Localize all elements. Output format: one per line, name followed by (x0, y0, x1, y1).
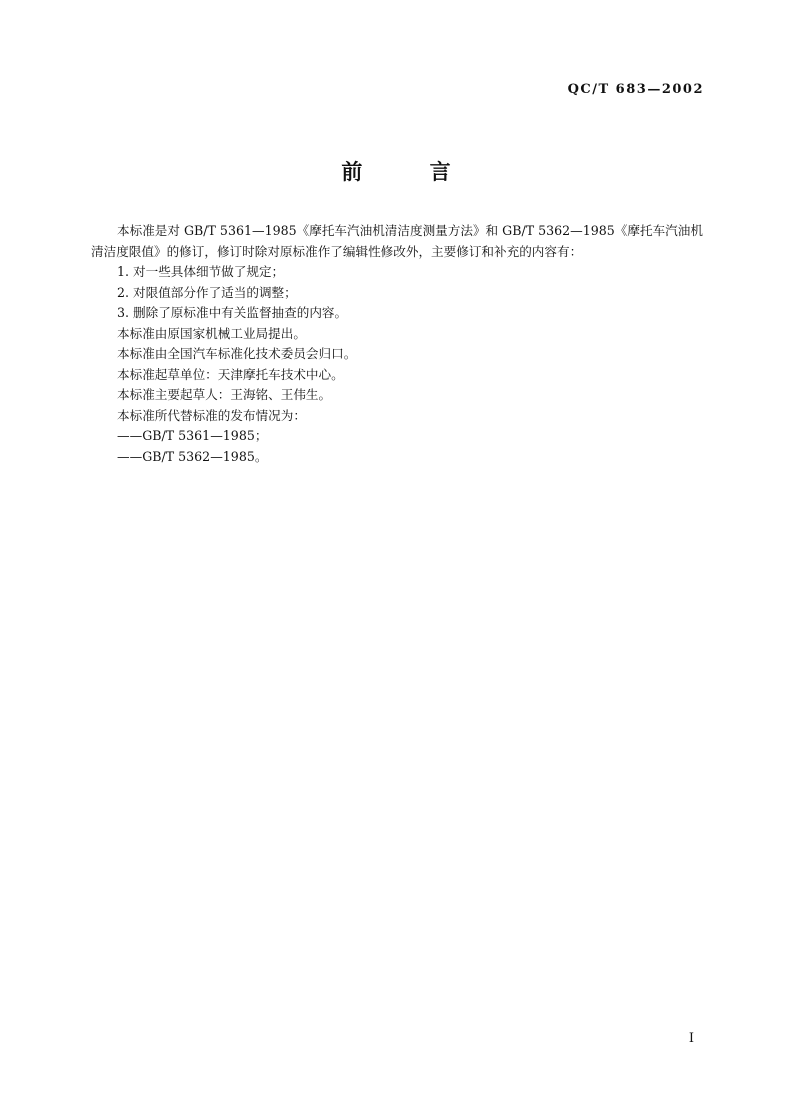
list-item-3: 3. 删除了原标准中有关监督抽查的内容。 (117, 305, 348, 320)
replaced-standard-1: ——GB/T 5361—1985； (117, 428, 268, 443)
standard-number: QC/T 683—2002 (567, 82, 704, 97)
proposer-paragraph: 本标准由原国家机械工业局提出。 (117, 325, 306, 341)
drafters-paragraph: 本标准主要起草人：王海铭、王伟生。 (117, 387, 332, 402)
list-item-1: 1. 对一些具体细节做了规定； (117, 264, 285, 279)
page-title: 前 言 (341, 160, 481, 184)
replaced-standard-2: ——GB/T 5362—1985。 (117, 448, 268, 464)
page-number: I (688, 1031, 694, 1046)
intro-paragraph: 本标准是对 GB/T 5361—1985《摩托车汽油机清洁度测量方法》和 GB/T 5362—1985《摩托车汽油机清洁度限值》的修订，修订时除对原标准作了编辑性修改外，主要修订和补充的内容有： (91, 223, 703, 259)
jurisdiction-paragraph: 本标准由全国汽车标准化技术委员会归口。 (117, 346, 357, 361)
list-item-2: 2. 对限值部分作了适当的调整； (117, 284, 297, 300)
replaced-standards-paragraph: 本标准所代替标准的发布情况为： (117, 407, 306, 423)
drafting-unit-paragraph: 本标准起草单位：天津摩托车技术中心。 (117, 366, 344, 382)
foreword-body (91, 221, 713, 467)
